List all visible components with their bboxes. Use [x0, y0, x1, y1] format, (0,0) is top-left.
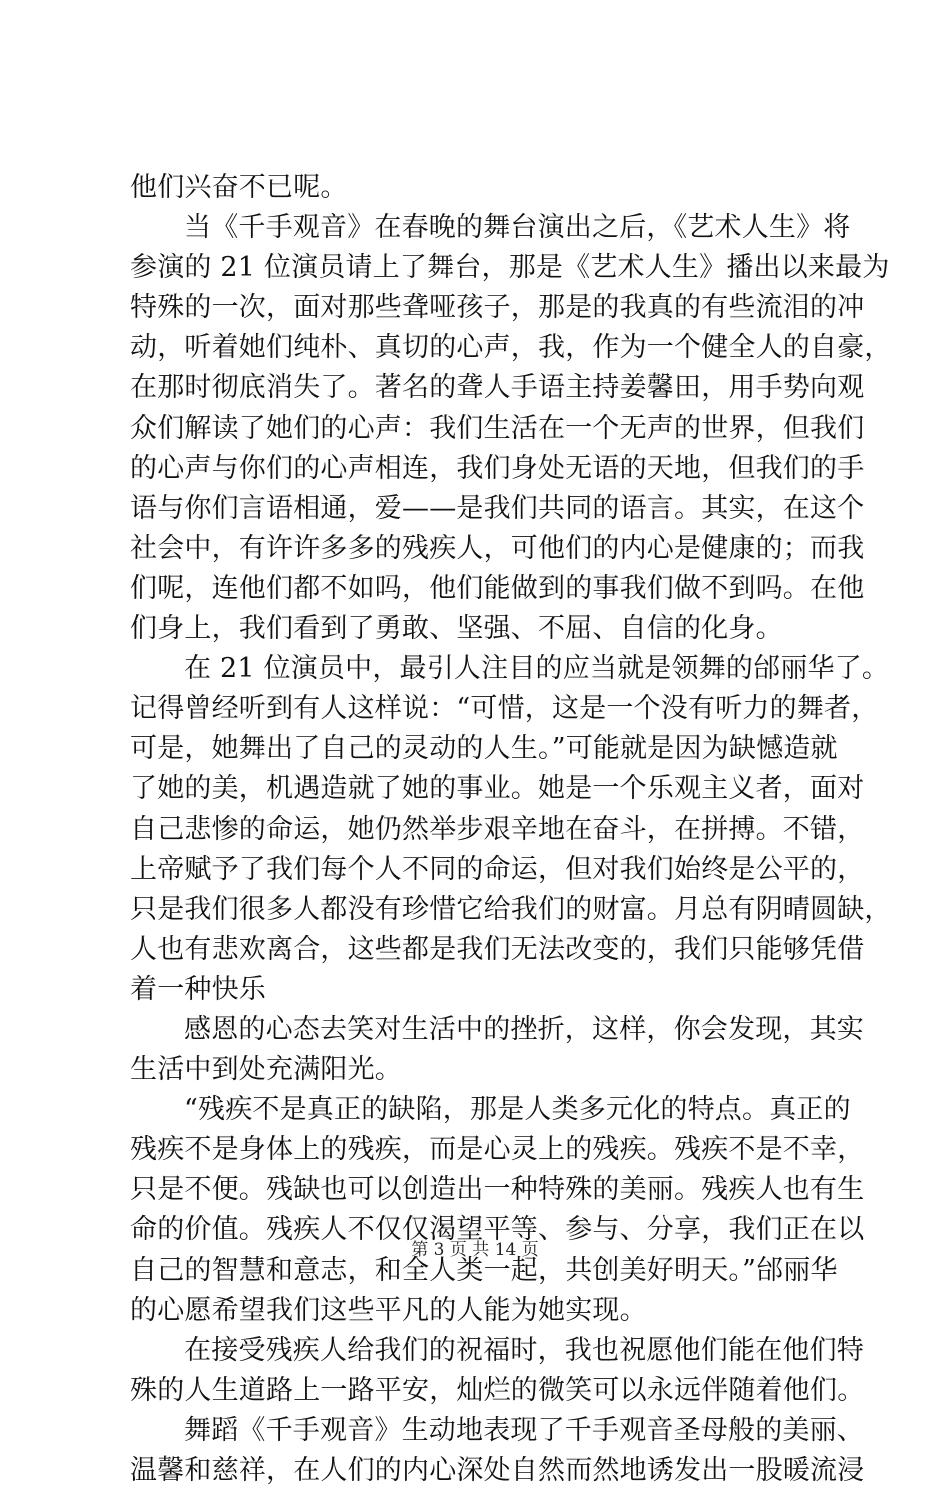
text-line: 特殊的一次，面对那些聋哑孩子，那是的我真的有些流泪的冲	[130, 292, 865, 324]
text-line: 参演的 21 位演员请上了舞台，那是《艺术人生》播出以来最为	[130, 252, 890, 284]
text-line: 人也有悲欢离合，这些都是我们无法改变的，我们只能够凭借	[130, 933, 865, 965]
text-line: 动，听着她们纯朴、真切的心声，我，作为一个健全人的自豪，	[130, 332, 892, 364]
text-line: 感恩的心态去笑对生活中的挫折，这样，你会发现，其实	[184, 1013, 864, 1045]
text-line: 记得曾经听到有人这样说：“可惜，这是一个没有听力的舞者，	[130, 693, 879, 725]
document-body	[130, 168, 892, 1491]
text-line: 在接受残疾人给我们的祝福时，我也祝愿他们能在他们特	[184, 1334, 864, 1366]
text-line: 生活中到处充满阳光。	[130, 1054, 402, 1086]
text-line: 上帝赋予了我们每个人不同的命运，但对我们始终是公平的，	[130, 853, 865, 885]
text-line: 的心声与你们的心声相连，我们身处无语的天地，但我们的手	[130, 452, 865, 484]
text-line: 了她的美，机遇造就了她的事业。她是一个乐观主义者，面对	[130, 773, 865, 805]
text-line: 在 21 位演员中，最引人注目的应当就是领舞的邰丽华了。	[184, 653, 890, 685]
text-line: 只是我们很多人都没有珍惜它给我们的财富。月总有阴晴圆缺，	[130, 893, 892, 925]
text-line: 的心愿希望我们这些平凡的人能为她实现。	[130, 1294, 647, 1326]
text-line: 社会中，有许许多多的残疾人，可他们的内心是健康的；而我	[130, 532, 865, 564]
text-line: 命的价值。残疾人不仅仅渴望平等、参与、分享，我们正在以	[130, 1214, 865, 1246]
text-line: 当《千手观音》在春晚的舞台演出之后，《艺术人生》将	[184, 212, 851, 244]
text-line: 殊的人生道路上一路平安，灿烂的微笑可以永远伴随着他们。	[130, 1374, 865, 1406]
text-line: 们身上，我们看到了勇敢、坚强、不屈、自信的化身。	[130, 613, 783, 645]
text-line: 残疾不是身体上的残疾，而是心灵上的残疾。残疾不是不幸，	[130, 1134, 865, 1166]
text-line: 只是不便。残缺也可以创造出一种特殊的美丽。残疾人也有生	[130, 1174, 865, 1206]
text-line: 语与你们言语相通，爱——是我们共同的语言。其实，在这个	[130, 492, 865, 524]
page-footer: 第 3 页 共 14 页	[411, 1240, 539, 1260]
text-line: 着一种快乐	[130, 973, 266, 1005]
text-line: 温馨和慈祥，在人们的内心深处自然而然地诱发出一股暖流浸	[130, 1455, 865, 1486]
text-line: “残疾不是真正的缺陷，那是人类多元化的特点。真正的	[184, 1094, 851, 1126]
text-line: 们呢，连他们都不如吗，他们能做到的事我们做不到吗。在他	[130, 572, 865, 604]
text-line: 他们兴奋不已呢。	[130, 172, 348, 203]
text-line: 自己悲惨的命运，她仍然举步艰辛地在奋斗，在拼搏。不错，	[130, 813, 865, 845]
text-line: 在那时彻底消失了。著名的聋人手语主持姜馨田，用手势向观	[130, 372, 865, 404]
text-line: 众们解读了她们的心声：我们生活在一个无声的世界，但我们	[130, 412, 865, 444]
text-line: 自己的智慧和意志，和全人类一起，共创美好明天。”邰丽华	[130, 1254, 838, 1286]
text-line: 舞蹈《千手观音》生动地表现了千手观音圣母般的美丽、	[184, 1414, 864, 1446]
text-line: 可是，她舞出了自己的灵动的人生。”可能就是因为缺憾造就	[130, 733, 838, 765]
